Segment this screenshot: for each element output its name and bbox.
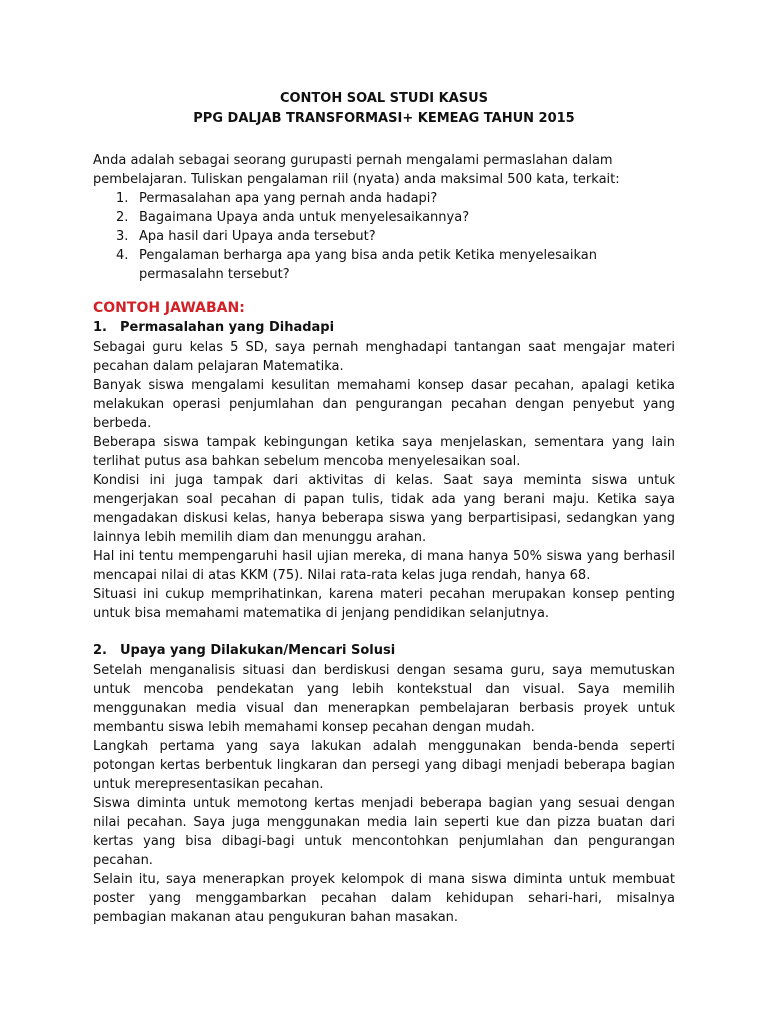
- question-item: [93, 227, 675, 246]
- question-item: [93, 208, 675, 227]
- body-paragraph: Sebagai guru kelas 5 SD, saya pernah menghadapi tantangan saat mengajar materi pecahan dalam pelajaran Matematika.: [93, 340, 675, 374]
- question-item: [93, 246, 675, 284]
- body-paragraph: Siswa diminta untuk memotong kertas menjadi beberapa bagian yang sesuai dengan nilai pecahan. Saya juga menggunakan media lain seperti kue dan pizza buatan dari kertas yang bisa dibagi-bagi untuk mencontohkan penjumlahan dan pengurangan pecahan.: [93, 796, 675, 868]
- question-number: 1.: [116, 191, 129, 206]
- section-title: Permasalahan yang Dihadapi: [120, 320, 335, 335]
- section-heading: [93, 318, 675, 338]
- section-heading: [93, 641, 675, 661]
- intro-paragraph: Anda adalah sebagai seorang gurupasti pernah mengalami permaslahan dalam pembelajaran. Tuliskan pengalaman riil (nyata) anda maksimal 500 kata, terkait:: [93, 153, 620, 187]
- question-text: Pengalaman berharga apa yang bisa anda petik Ketika menyelesaikan permasalahn tersebut?: [139, 248, 598, 282]
- section-problem: [93, 318, 675, 623]
- question-number: 4.: [116, 248, 129, 263]
- body-paragraph: Banyak siswa mengalami kesulitan memahami konsep dasar pecahan, apalagi ketika melakukan operasi penjumlahan dan pengurangan pecahan dengan penyebut yang berbeda.: [93, 378, 675, 431]
- body-paragraph: Langkah pertama yang saya lakukan adalah menggunakan benda-benda seperti potongan kertas berbentuk lingkaran dan persegi yang dibagi menjadi beberapa bagian untuk merepresentasikan pecahan.: [93, 739, 675, 792]
- document-title: [93, 89, 675, 129]
- document-page: [93, 89, 675, 927]
- question-number: 3.: [116, 229, 129, 244]
- body-paragraph: Selain itu, saya menerapkan proyek kelompok di mana siswa diminta untuk membuat poster yang menggambarkan pecahan dalam kehidupan sehari-hari, misalnya pembagian makanan atau pengukuran bahan masakan.: [93, 872, 675, 925]
- question-text: Apa hasil dari Upaya anda tersebut?: [139, 229, 376, 244]
- body-paragraph: Situasi ini cukup memprihatinkan, karena materi pecahan merupakan konsep penting untuk bisa memahami matematika di jenjang pendidikan selanjutnya.: [93, 587, 675, 621]
- body-paragraph: Setelah menganalisis situasi dan berdiskusi dengan sesama guru, saya memutuskan untuk mencoba pendekatan yang lebih kontekstual dan visual. Saya memilih menggunakan media visual dan menerapkan pembelajaran berbasis proyek untuk membantu siswa lebih memahami konsep pecahan dengan mudah.: [93, 663, 675, 735]
- title-line-2: PPG DALJAB TRANSFORMASI+ KEMEAG TAHUN 2015: [193, 111, 575, 126]
- title-line-1: CONTOH SOAL STUDI KASUS: [279, 91, 489, 106]
- question-text: Permasalahan apa yang pernah anda hadapi?: [139, 191, 438, 206]
- section-solution: [93, 641, 675, 927]
- question-number: 2.: [116, 210, 129, 225]
- section-number: 2.: [93, 643, 107, 658]
- question-text: Bagaimana Upaya anda untuk menyelesaikannya?: [139, 210, 470, 225]
- body-paragraph: Hal ini tentu mempengaruhi hasil ujian mereka, di mana hanya 50% siswa yang berhasil mencapai nilai di atas KKM (75). Nilai rata-rata kelas juga rendah, hanya 68.: [93, 549, 675, 583]
- question-list: [93, 189, 675, 284]
- section-title: Upaya yang Dilakukan/Mencari Solusi: [120, 643, 396, 658]
- answer-heading: CONTOH JAWABAN:: [93, 300, 245, 316]
- question-item: [93, 189, 675, 208]
- section-number: 1.: [93, 320, 107, 335]
- body-paragraph: Kondisi ini juga tampak dari aktivitas di kelas. Saat saya meminta siswa untuk mengerjakan soal pecahan di papan tulis, tidak ada yang berani maju. Ketika saya mengadakan diskusi kelas, hanya beberapa siswa yang berpartisipasi, sedangkan yang lainnya lebih memilih diam dan menunggu arahan.: [93, 473, 675, 545]
- body-paragraph: Beberapa siswa tampak kebingungan ketika saya menjelaskan, sementara yang lain terlihat putus asa bahkan sebelum mencoba menyelesaikan soal.: [93, 435, 675, 469]
